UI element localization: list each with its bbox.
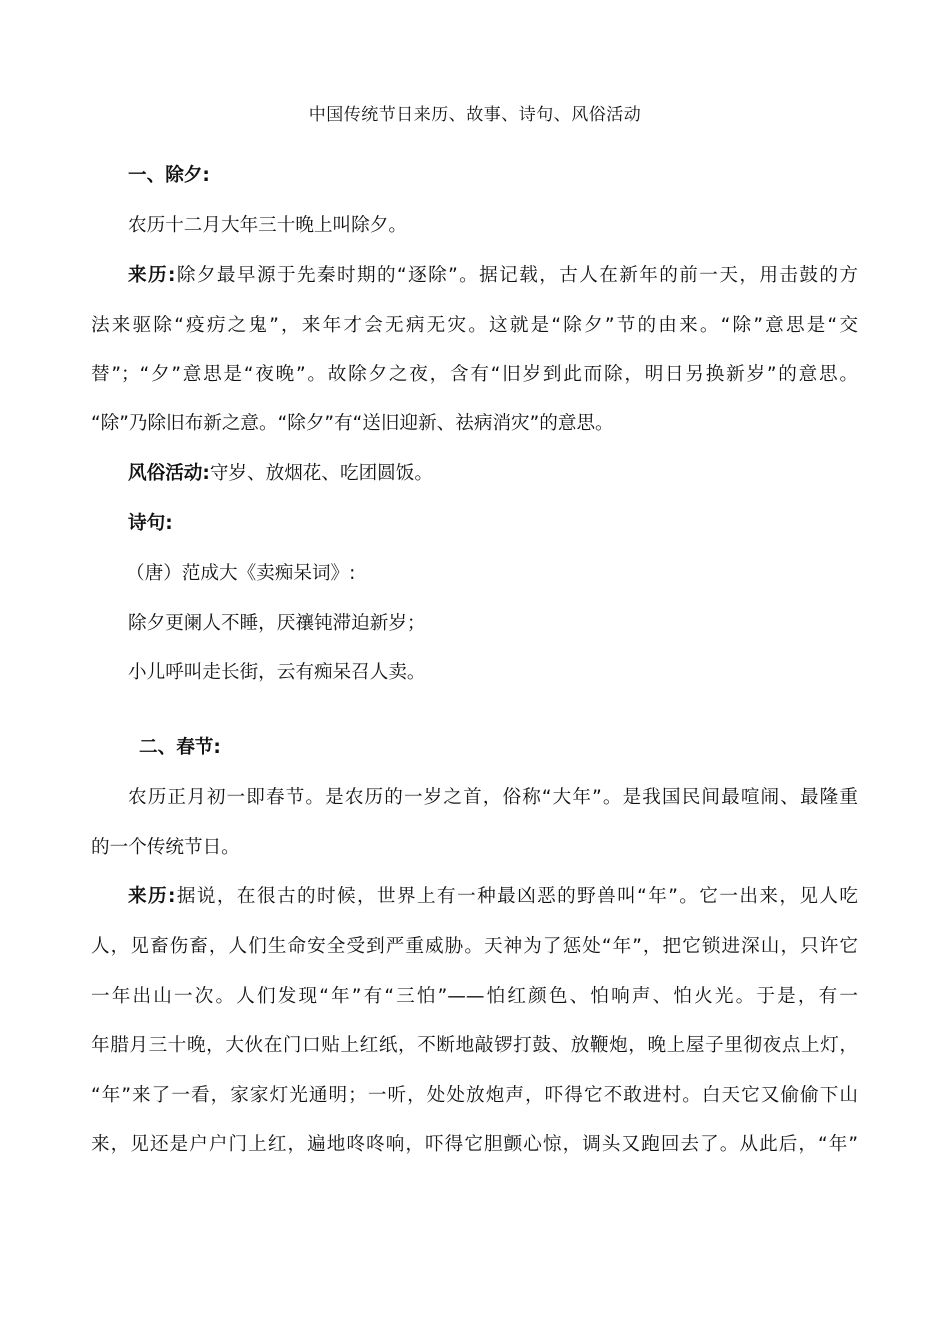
customs-label: 风俗活动: [128, 463, 210, 484]
chunjie-origin-line-3: 一年出山一次。人们发现“年”有“三怕”——怕红颜色、怕响声、怕火光。于是，有一 [91, 986, 858, 1007]
chuxi-origin-line-3: 替”；“夕”意思是“夜晚”。故除夕之夜，含有“旧岁到此而除，明日另换新岁”的意思。 [91, 364, 858, 385]
origin-label: 来历: [128, 886, 176, 907]
chunjie-origin-line-6: 来，见还是户户门上红，遍地咚咚响，吓得它胆颤心惊，调头又跑回去了。从此后，“年” [91, 1134, 858, 1155]
section-heading-chunjie: 二、春节: [139, 737, 221, 758]
chuxi-origin-line-2: 法来驱除“疫疠之鬼”，来年才会无病无灾。这就是“除夕”节的由来。“除”意思是“交 [91, 315, 858, 336]
chuxi-customs: 风俗活动:守岁、放烟花、吃团圆饭。 [128, 463, 433, 484]
chunjie-origin-line-1: 来历:据说，在很古的时候，世界上有一种最凶恶的野兽叫“年”。它一出来，见人吃 [128, 886, 858, 907]
poem-line-2: 小儿呼叫走长街，云有痴呆召人卖。 [128, 662, 426, 683]
chunjie-origin-line-4: 年腊月三十晚，大伙在门口贴上红纸，不断地敲锣打鼓、放鞭炮，晚上屋子里彻夜点上灯， [91, 1035, 858, 1056]
chunjie-intro-line-2: 的一个传统节日。 [91, 837, 240, 858]
chunjie-intro-line-1: 农历正月初一即春节。是农历的一岁之首，俗称“大年”。是我国民间最喧闹、最隆重 [128, 787, 858, 808]
section-heading-chuxi: 一、除夕: [128, 165, 210, 186]
chunjie-origin-line-2: 人，见畜伤畜，人们生命安全受到严重威胁。天神为了惩处“年”，把它锁进深山，只许它 [91, 936, 858, 957]
poem-line-1: 除夕更阑人不睡，厌禳钝滞迫新岁； [128, 613, 426, 634]
poem-label: 诗句: [128, 513, 173, 534]
origin-label: 来历: [128, 265, 176, 286]
chuxi-origin-line-4: “除”乃除旧布新之意。“除夕”有“送旧迎新、祛病消灾”的意思。 [91, 413, 614, 434]
chuxi-intro: 农历十二月大年三十晚上叫除夕。 [128, 215, 407, 236]
poem-source: （唐）范成大《卖痴呆词》: [126, 563, 356, 584]
chunjie-origin-line-5: “年”来了一看，家家灯光通明；一听，处处放炮声，吓得它不敢进村。白天它又偷偷下山 [91, 1085, 858, 1106]
document-title: 中国传统节日来历、故事、诗句、风俗活动 [308, 105, 642, 125]
chuxi-origin-line-1: 来历:除夕最早源于先秦时期的“逐除”。据记载，古人在新年的前一天，用击鼓的方 [128, 265, 858, 286]
